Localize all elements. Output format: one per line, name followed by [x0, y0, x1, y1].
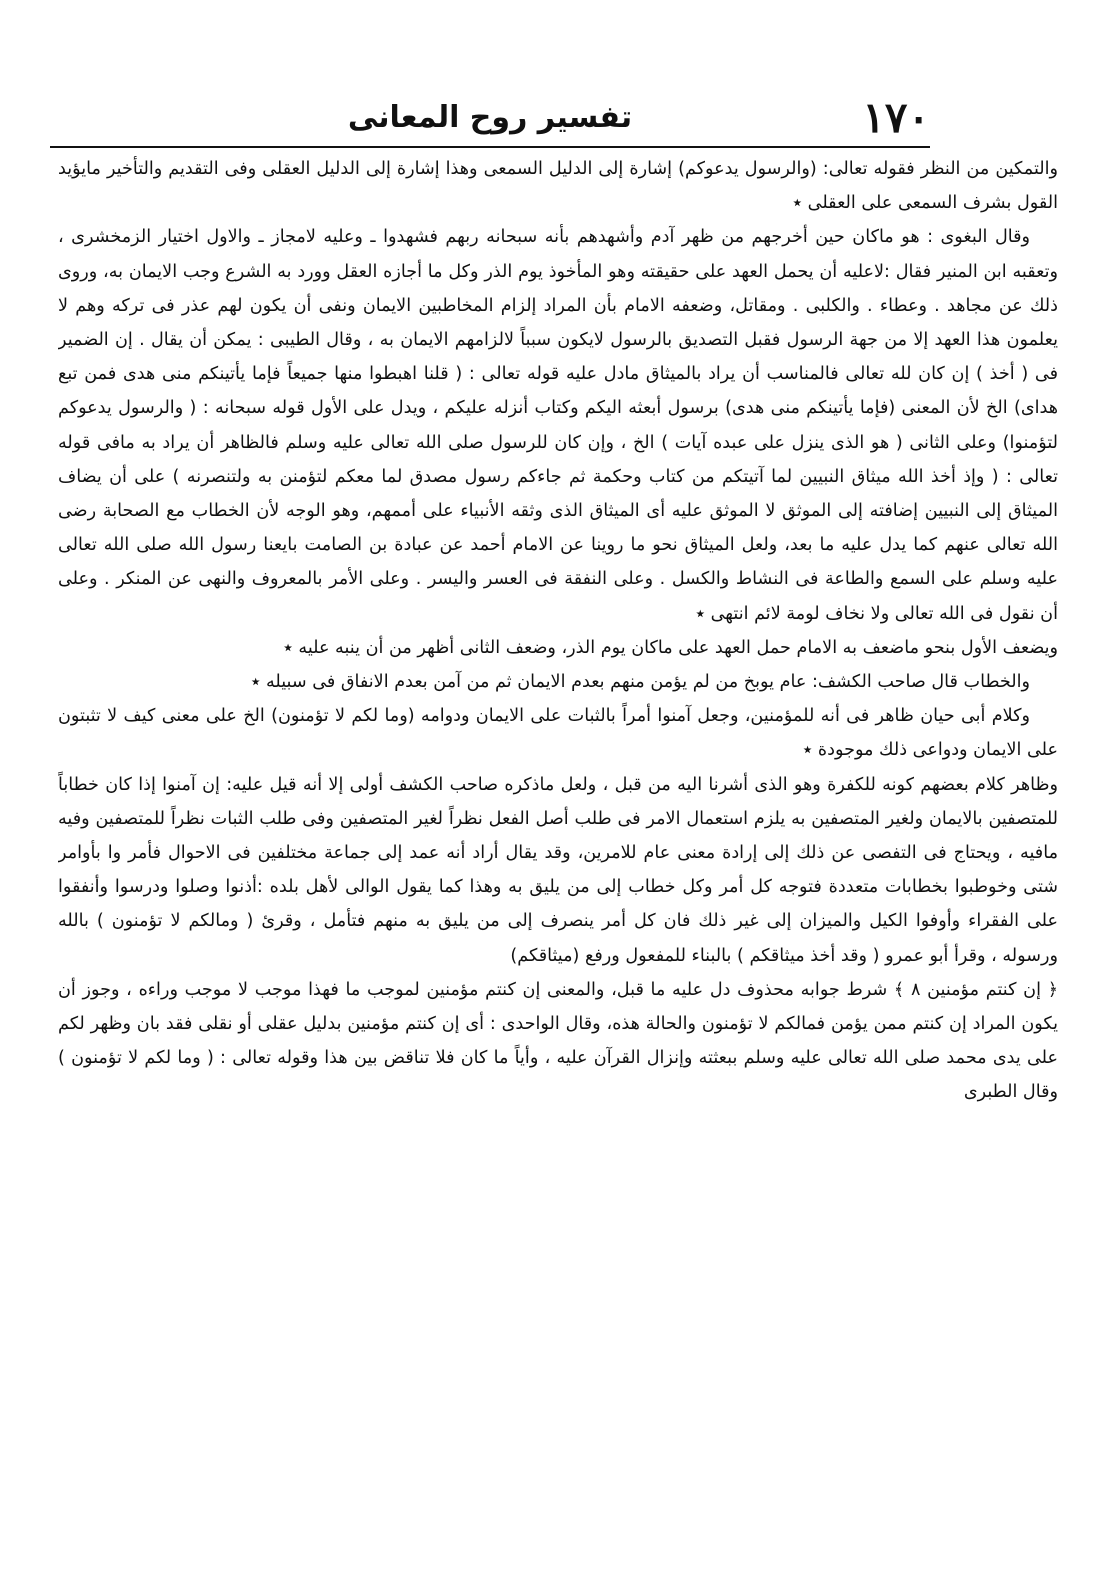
paragraph: والخطاب قال صاحب الكشف: عام يوبخ من لم يؤمن منهم بعدم الايمان ثم من آمن بعدم الانفاق فى سبيله ٭ [250, 672, 1030, 693]
header-rule [50, 146, 930, 148]
running-title: تفسير روح المعانى [347, 100, 633, 135]
body-text [58, 152, 1058, 1562]
paragraph: ﴿ إن كنتم مؤمنين ٨ ﴾ شرط جوابه محذوف دل عليه ما قبل، والمعنى إن كنتم مؤمنين لموجب ما فهذا موجب لا موجب وراءه ، وجوز أن يكون المراد إن كنتم ممن يؤمن فمالكم لا تؤمنون والحالة هذه، وقال الواحدى : أى إن كنتم مؤمنين بدليل عقلى أو نقلى فقد بان وظهر لكم على يدى محمد صلى الله تعالى عليه وسلم ببعثته وإنزال القرآن عليه ، وأياً ما كان فلا تناقض بين هذا وقوله تعالى : ( وما لكم لا تؤمنون ) وقال الطبرى [58, 979, 1058, 1103]
paragraph: وكلام أبى حيان ظاهر فى أنه للمؤمنين، وجعل آمنوا أمراً بالثبات على الايمان ودوامه (وما لكم لا تؤمنون) الخ على معنى كيف لا تثبتون على الايمان ودواعى ذلك موجودة ٭ [58, 706, 1058, 761]
page-header [50, 92, 930, 144]
paragraph: ويضعف الأول بنحو ماضعف به الامام حمل العهد على ماكان يوم الذر، وضعف الثانى أظهر من أن ينبه عليه ٭ [283, 637, 1058, 658]
paragraph: وظاهر كلام بعضهم كونه للكفرة وهو الذى أشرنا اليه من قبل ، ولعل ماذكره صاحب الكشف أولى إلا أنه قيل عليه: إن آمنوا إذا كان خطاباً للمتصفين بالايمان ولغير المتصفين به يلزم استعمال الامر فى طلب أصل الفعل نظراً لغير المتصفين وفى طلب الثبات نظراً للمتصفين وفيه مافيه ، ويحتاج فى التفصى عن ذلك إلى إرادة معنى عام للامرين، وقد يقال أراد أنه عمد إلى جماعة مختلفين فى الاحوال فأمر وا بأوامر شتى وخوطبوا بخطابات متعددة فتوجه كل أمر وكل خطاب إلى من يليق به وهذا كما يقول الوالى لأهل بلده :أذنوا وصلوا ودرسوا وأنفقوا على الفقراء وأوفوا الكيل والميزان إلى غير ذلك فان كل أمر ينصرف إلى من يليق به منهم فتأمل ، وقرئ ( ومالكم لا تؤمنون ) بالله ورسوله ، وقرأ أبو عمرو ( وقد أخذ ميثاقكم ) بالبناء للمفعول ورفع (ميثاقكم) [58, 774, 1058, 966]
paragraph: وقال البغوى : هو ماكان حين أخرجهم من ظهر آدم وأشهدهم بأنه سبحانه ربهم فشهدوا ـ وعليه لامجاز ـ والاول اختيار الزمخشرى ، وتعقبه ابن المنير فقال :لاعليه أن يحمل العهد على حقيقته وهو المأخوذ يوم الذر وكل ما أجازه العقل وورد به الشرع وجب الايمان به، وروى ذلك عن مجاهد . وعطاء . والكلبى . ومقاتل، وضعفه الامام بأن المراد إلزام المخاطبين الايمان ونفى أن يكون لهم عذر فى تركه وهم لا يعلمون هذا العهد إلا من جهة الرسول فقبل التصديق بالرسول لايكون سبباً لالزامهم الايمان به ، وقال الطيبى : يمكن أن يقال . إن الضمير فى ( أخذ ) إن كان لله تعالى فالمناسب أن يراد بالميثاق مادل عليه قوله تعالى : ( قلنا اهبطوا منها جميعاً فإما يأتينكم منى هدى فمن تبع هداى) الخ لأن المعنى (فإما يأتينكم منى هدى) برسول أبعثه اليكم وكتاب أنزله عليكم ، ويدل على الأول قوله سبحانه : ( والرسول يدعوكم لتؤمنوا) وعلى الثانى ( هو الذى ينزل على عبده آيات ) الخ ، وإن كان للرسول صلى الله تعالى عليه وسلم فالظاهر أن يراد به مافى قوله تعالى : ( وإذ أخذ الله ميثاق النبيين لما آتيتكم من كتاب وحكمة ثم جاءكم رسول مصدق لما معكم لتؤمنن به ولتنصرنه ) على أن يضاف الميثاق إلى النبيين إضافته إلى الموثق لا الموثق عليه أى الميثاق الذى وثقه الأنبياء على أممهم، وهو الوجه لأن الخطاب مع الصحابة رضى الله تعالى عنهم كما يدل عليه ما بعد، ولعل الميثاق نحو ما روينا عن الامام أحمد عن عبادة بن الصامت بايعنا رسول الله صلى الله تعالى عليه وسلم على السمع والطاعة فى النشاط والكسل . وعلى النفقة فى العسر واليسر . وعلى الأمر بالمعروف والنهى عن المنكر . وعلى أن نقول فى الله تعالى ولا نخاف لومة لائم انتهى ٭ [58, 227, 1058, 624]
paragraph: والتمكين من النظر فقوله تعالى: (والرسول يدعوكم) إشارة إلى الدليل السمعى وهذا إشارة إلى الدليل العقلى وفى التقديم والتأخير مايؤيد القول بشرف السمعى على العقلى ٭ [58, 159, 1058, 214]
page-number: ١٧٠ [862, 93, 930, 142]
